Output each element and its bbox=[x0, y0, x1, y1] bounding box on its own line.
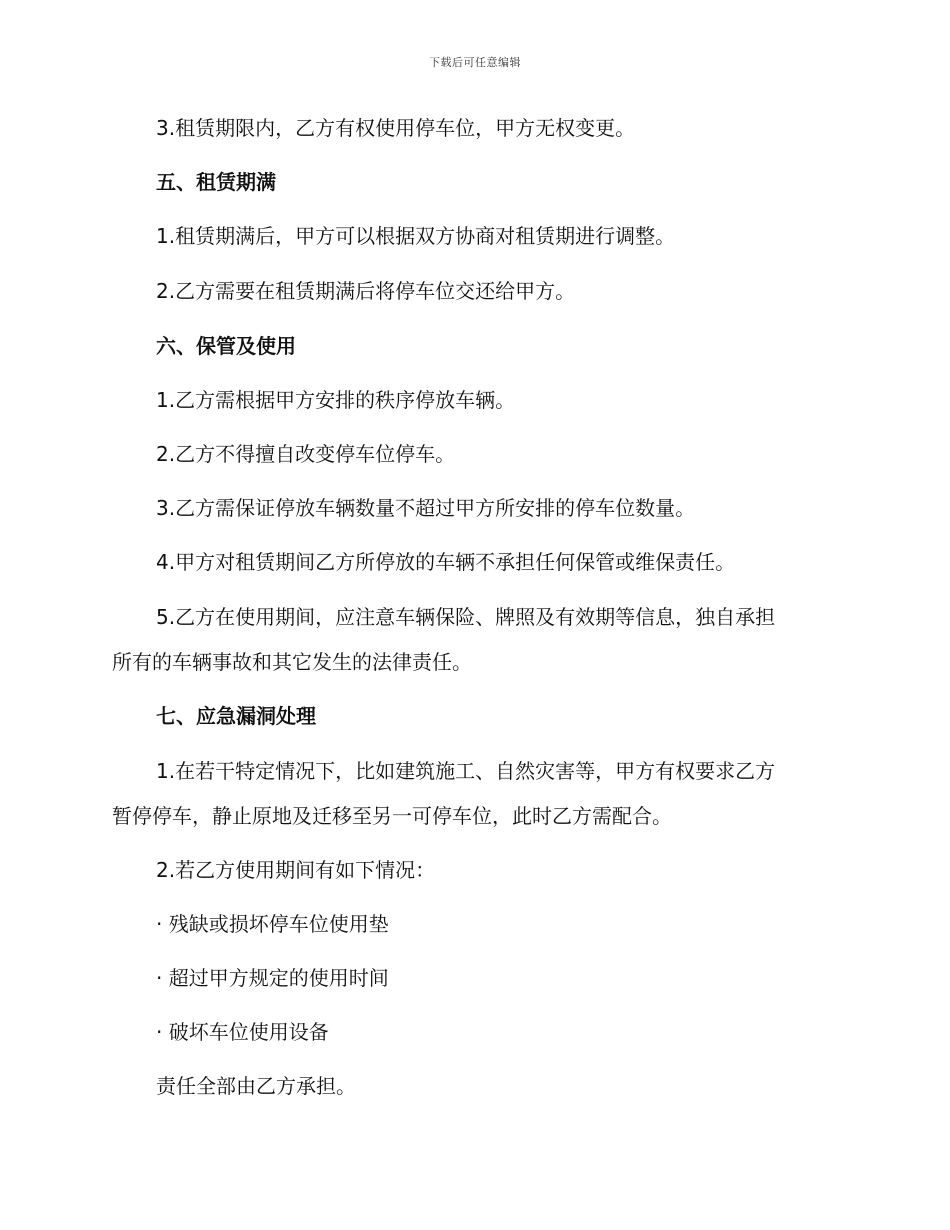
section-heading-6: 六、保管及使用 bbox=[156, 334, 296, 358]
clause-7-1-line-1: 1.在若干特定情况下，比如建筑施工、自然灾害等，甲方有权要求乙方 bbox=[156, 759, 776, 783]
clause-4-3: 3.租赁期限内，乙方有权使用停车位，甲方无权变更。 bbox=[156, 116, 636, 140]
clause-6-1: 1.乙方需根据甲方安排的秩序停放车辆。 bbox=[156, 388, 516, 412]
clause-6-5-line-2: 所有的车辆事故和其它发生的法律责任。 bbox=[112, 650, 472, 674]
clause-6-3: 3.乙方需保证停放车辆数量不超过甲方所安排的停车位数量。 bbox=[156, 496, 696, 520]
clause-5-2: 2.乙方需要在租赁期满后将停车位交还给甲方。 bbox=[156, 279, 576, 303]
section-heading-7: 七、应急漏洞处理 bbox=[156, 704, 316, 728]
list-item: · 超过甲方规定的使用时间 bbox=[156, 966, 389, 990]
closing-statement: 责任全部由乙方承担。 bbox=[156, 1074, 356, 1098]
clause-5-1: 1.租赁期满后，甲方可以根据双方协商对租赁期进行调整。 bbox=[156, 224, 676, 248]
clause-7-1-line-2: 暂停停车，静止原地及迁移至另一可停车位，此时乙方需配合。 bbox=[112, 804, 672, 828]
list-item: · 残缺或损坏停车位使用垫 bbox=[156, 912, 389, 936]
clause-6-2: 2.乙方不得擅自改变停车位停车。 bbox=[156, 442, 456, 466]
clause-6-4: 4.甲方对租赁期间乙方所停放的车辆不承担任何保管或维保责任。 bbox=[156, 550, 736, 574]
clause-6-5-line-1: 5.乙方在使用期间，应注意车辆保险、牌照及有效期等信息，独自承担 bbox=[156, 605, 776, 629]
list-item: · 破坏车位使用设备 bbox=[156, 1020, 329, 1044]
clause-7-2: 2.若乙方使用期间有如下情况： bbox=[156, 858, 436, 882]
page-header: 下载后可任意编辑 bbox=[429, 56, 521, 69]
section-heading-5: 五、租赁期满 bbox=[156, 170, 276, 194]
